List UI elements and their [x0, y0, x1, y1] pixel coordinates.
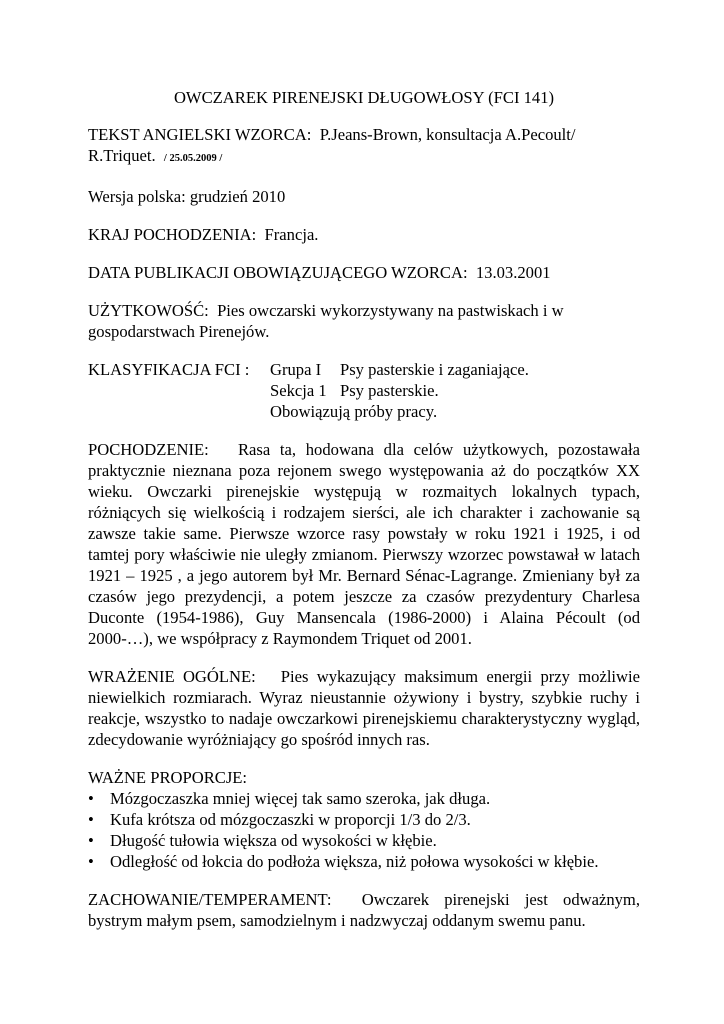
list-item-text: Mózgoczaszka mniej więcej tak samo szeroka, jak długa.: [110, 789, 491, 808]
classification-details: [270, 359, 640, 422]
utility-section: [88, 300, 640, 342]
list-item: [88, 851, 640, 872]
document-title: OWCZAREK PIRENEJSKI DŁUGOWŁOSY (FCI 141): [173, 88, 555, 107]
bullet-icon: •: [88, 852, 94, 871]
general-appearance-text: Pies wykazujący maksimum energii przy możliwie niewielkich rozmiarach. Wyraz nieustannie ożywiony i bystry, szybkie ruchy i reakcje, wszystko to nadaje owczarkowi pirenejskiemu charakterystyczny wygląd, zdecydowanie wyróżniający go spośród innych ras.: [88, 667, 640, 749]
classification-label: KLASYFIKACJA FCI :: [88, 360, 250, 379]
polish-version: Wersja polska: grudzień 2010: [88, 187, 286, 206]
text-source-section: [88, 124, 640, 169]
proportions-list: [88, 788, 640, 872]
classification-group-name: Psy pasterskie i zaganiające.: [340, 360, 529, 379]
text-source-authors-cont: R.Triquet.: [88, 146, 156, 165]
utility-text: Pies owczarski wykorzystywany na pastwiskach i w gospodarstwach Pirenejów.: [88, 301, 564, 341]
publication-value: 13.03.2001: [475, 263, 551, 282]
publication-label: DATA PUBLIKACJI OBOWIĄZUJĄCEGO WZORCA:: [88, 263, 468, 282]
text-source-authors: P.Jeans-Brown, konsultacja A.Pecoult/: [319, 125, 576, 144]
classification-section-code: Sekcja 1: [270, 381, 327, 400]
classification-group-code: Grupa I: [270, 360, 322, 379]
classification-section-row: [270, 380, 640, 401]
bullet-icon: •: [88, 789, 94, 808]
country-label: KRAJ POCHODZENIA:: [88, 225, 257, 244]
classification-work-trial: Obowiązują próby pracy.: [270, 402, 438, 421]
text-source-label: TEKST ANGIELSKI WZORCA:: [88, 125, 312, 144]
list-item-text: Kufa krótsza od mózgoczaszki w proporcji 1/3 do 2/3.: [110, 810, 471, 829]
temperament-text: Owczarek pirenejski jest odważnym, bystrym małym psem, samodzielnym i nadzwyczaj oddanym swemu panu.: [88, 890, 640, 930]
country-value: Francja.: [264, 225, 319, 244]
origin-text: Rasa ta, hodowana dla celów użytkowych, pozostawała praktycznie nieznana poza rejonem swego występowania aż do początków XX wieku. Owczarki pirenejskie występują w rozmaitych lokalnych typach, różniących się wielkością i rodzajem sierści, ale ich charakter i zachowanie są zawsze takie same. Pierwsze wzorce rasy powstały w roku 1921 i 1925, i od tamtej pory właściwie nie uległy zmianom. Pierwszy wzorzec powstawał w latach 1921 – 1925 , a jego autorem był Mr. Bernard Sénac-Lagrange. Zmieniany był za czasów jego prezydencji, a potem jeszcze za czasów prezydentury Charlesa Duconte (1954-1986), Guy Mansencala (1986-2000) i Alaina Pécoult (od 2000-…), we współpracy z Raymondem Triquet od 2001.: [88, 440, 640, 648]
classification-section: [88, 359, 640, 422]
text-source-date: / 25.05.2009 /: [163, 153, 223, 164]
bullet-icon: •: [88, 810, 94, 829]
list-item: [88, 809, 640, 830]
origin-section: [88, 439, 640, 649]
country-section: [88, 224, 640, 245]
origin-label: POCHODZENIE:: [88, 440, 209, 459]
proportions-label: WAŻNE PROPORCJE:: [88, 768, 248, 787]
general-appearance-label: WRAŻENIE OGÓLNE:: [88, 667, 256, 686]
document-page: [88, 87, 640, 948]
utility-label: UŻYTKOWOŚĆ:: [88, 301, 209, 320]
classification-group-row: [270, 359, 640, 380]
list-item-text: Długość tułowia większa od wysokości w kłębie.: [110, 831, 437, 850]
general-appearance-section: [88, 666, 640, 750]
list-item: [88, 830, 640, 851]
list-item: [88, 788, 640, 809]
list-item-text: Odległość od łokcia do podłoża większa, niż połowa wysokości w kłębie.: [110, 852, 599, 871]
bullet-icon: •: [88, 831, 94, 850]
classification-section-name: Psy pasterskie.: [340, 381, 439, 400]
temperament-label: ZACHOWANIE/TEMPERAMENT:: [88, 890, 332, 909]
temperament-section: [88, 889, 640, 931]
publication-section: [88, 262, 640, 283]
